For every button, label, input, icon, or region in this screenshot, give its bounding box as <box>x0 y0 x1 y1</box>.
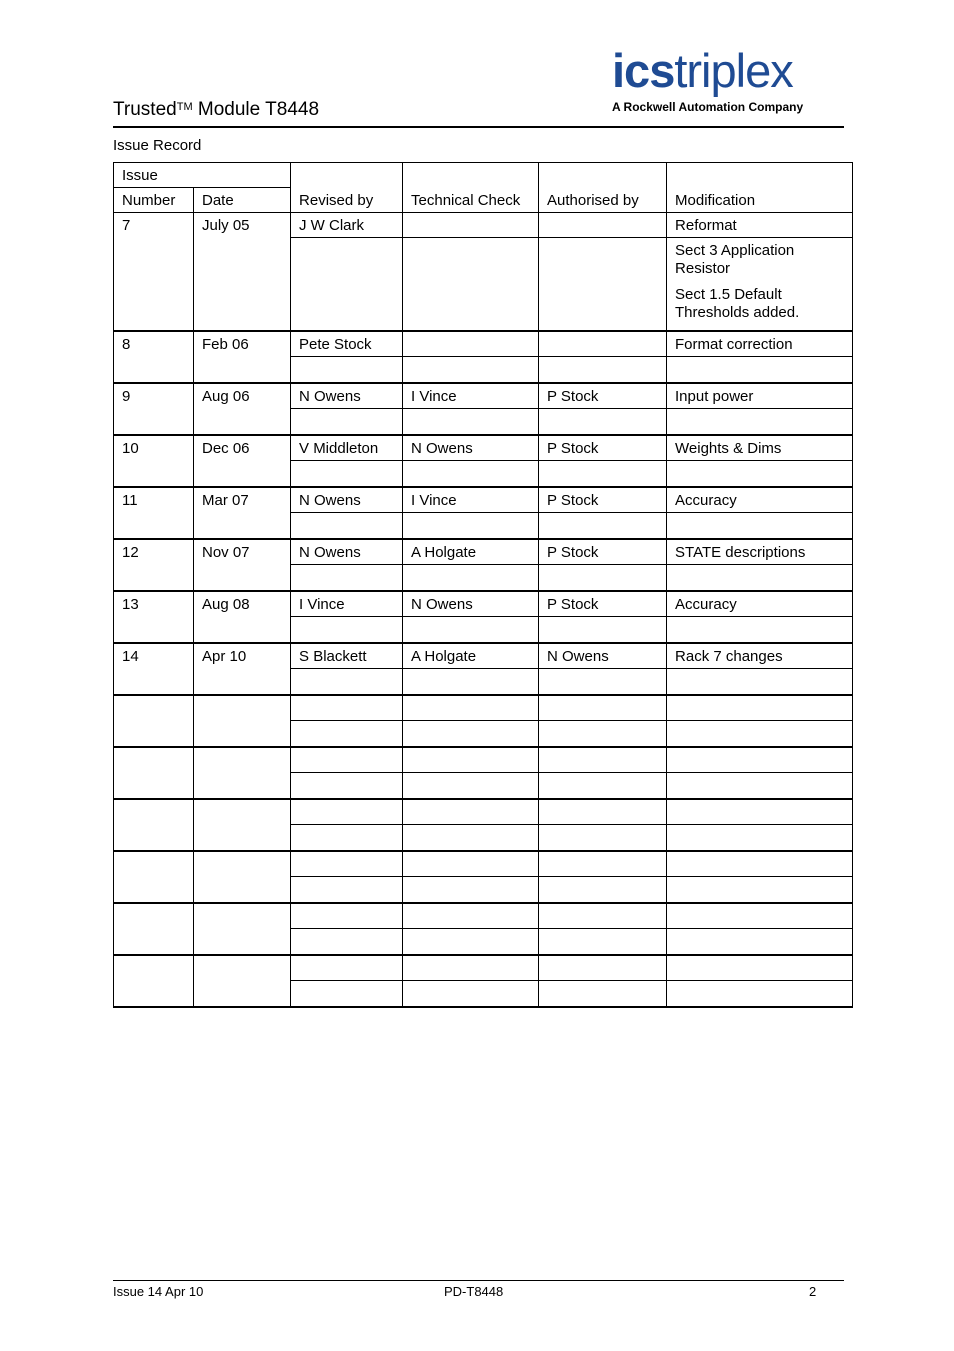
table-row <box>114 331 853 356</box>
table-row <box>114 213 853 238</box>
technical-check-cell: N Owens <box>403 591 539 616</box>
modification-cell: STATE descriptions <box>667 539 853 564</box>
modification-cell <box>667 876 853 903</box>
technical-check-cell <box>403 238 539 332</box>
technical-check-cell <box>403 213 539 238</box>
authorised-by-cell <box>539 747 667 772</box>
revised-by-cell <box>291 980 403 1007</box>
revised-by-cell: Pete Stock <box>291 331 403 356</box>
authorised-by-cell <box>539 668 667 695</box>
revised-by-cell <box>291 851 403 876</box>
table-row <box>114 747 853 772</box>
column-header-authorised: Authorised by <box>539 188 667 213</box>
issue-date-cell <box>194 747 291 799</box>
technical-check-cell <box>403 460 539 487</box>
issue-number-cell: 7 <box>114 213 194 332</box>
technical-check-cell <box>403 876 539 903</box>
authorised-by-cell <box>539 851 667 876</box>
technical-check-cell <box>403 955 539 980</box>
modification-cell <box>667 668 853 695</box>
title-module: Module T8448 <box>192 99 320 120</box>
technical-check-cell <box>403 928 539 955</box>
table-row <box>114 591 853 616</box>
technical-check-cell <box>403 668 539 695</box>
revised-by-cell <box>291 772 403 799</box>
modification-cell: Accuracy <box>667 487 853 512</box>
authorised-by-cell: N Owens <box>539 643 667 668</box>
modification-cell: Reformat <box>667 213 853 238</box>
column-header-modification: Modification <box>667 188 853 213</box>
modification-cell <box>667 955 853 980</box>
issue-date-cell <box>194 695 291 747</box>
modification-cell <box>667 928 853 955</box>
authorised-by-cell <box>539 356 667 383</box>
technical-check-cell <box>403 747 539 772</box>
title-trusted: Trusted <box>113 99 177 120</box>
issue-date-cell: Dec 06 <box>194 435 291 487</box>
table-row <box>114 851 853 876</box>
revised-by-cell <box>291 720 403 747</box>
technical-check-cell: A Holgate <box>403 643 539 668</box>
revised-by-cell <box>291 747 403 772</box>
modification-cell <box>667 356 853 383</box>
authorised-by-cell <box>539 928 667 955</box>
authorised-by-cell <box>539 331 667 356</box>
authorised-by-cell: P Stock <box>539 539 667 564</box>
revised-by-cell <box>291 564 403 591</box>
issue-number-cell: 12 <box>114 539 194 591</box>
authorised-by-cell <box>539 955 667 980</box>
technical-check-cell <box>403 331 539 356</box>
authorised-by-cell <box>539 903 667 928</box>
ics-triplex-logo <box>612 46 844 114</box>
table-row <box>114 435 853 460</box>
table-row <box>114 955 853 980</box>
authorised-by-cell <box>539 876 667 903</box>
technical-check-cell <box>403 695 539 720</box>
modification-cell <box>667 512 853 539</box>
footer-divider <box>113 1280 844 1281</box>
revised-by-cell: I Vince <box>291 591 403 616</box>
section-title: Issue Record <box>113 137 202 154</box>
revised-by-cell: N Owens <box>291 383 403 408</box>
header-divider <box>113 126 844 128</box>
revised-by-cell: N Owens <box>291 487 403 512</box>
issue-date-cell: Apr 10 <box>194 643 291 695</box>
modification-line: Sect 3 Application Resistor <box>675 242 795 277</box>
column-header-revised: Revised by <box>291 188 403 213</box>
authorised-by-cell <box>539 799 667 824</box>
column-header-date: Date <box>194 188 291 213</box>
table-row <box>114 903 853 928</box>
issue-group-header: Issue <box>114 163 291 188</box>
table-column-header-row <box>114 188 853 213</box>
issue-number-cell <box>114 695 194 747</box>
revised-by-cell <box>291 695 403 720</box>
technical-check-cell <box>403 851 539 876</box>
column-header-technical: Technical Check <box>403 188 539 213</box>
revised-by-cell <box>291 876 403 903</box>
footer-page-number: 2 <box>809 1284 817 1299</box>
issue-date-cell: July 05 <box>194 213 291 332</box>
technical-check-cell <box>403 408 539 435</box>
issue-number-cell: 9 <box>114 383 194 435</box>
authorised-by-cell <box>539 720 667 747</box>
technical-check-cell <box>403 799 539 824</box>
issue-date-cell: Aug 06 <box>194 383 291 435</box>
technical-check-cell: A Holgate <box>403 539 539 564</box>
authorised-by-cell <box>539 772 667 799</box>
table-row <box>114 643 853 668</box>
modification-cell <box>667 903 853 928</box>
authorised-by-cell <box>539 408 667 435</box>
authorised-by-cell <box>539 980 667 1007</box>
issue-number-cell: 8 <box>114 331 194 383</box>
footer-doc-id: PD-T8448 <box>444 1284 504 1299</box>
technical-check-cell: I Vince <box>403 487 539 512</box>
technical-check-cell <box>403 824 539 851</box>
technical-check-cell <box>403 720 539 747</box>
issue-date-cell: Aug 08 <box>194 591 291 643</box>
issue-number-cell <box>114 851 194 903</box>
authorised-by-cell <box>539 824 667 851</box>
issue-number-cell <box>114 903 194 955</box>
technical-check-cell: I Vince <box>403 383 539 408</box>
logo-wordmark: icstriplex <box>612 44 793 97</box>
modification-cell: Weights & Dims <box>667 435 853 460</box>
authorised-by-cell <box>539 564 667 591</box>
issue-record-table <box>113 162 853 1008</box>
modification-cell <box>667 238 853 332</box>
modification-cell <box>667 980 853 1007</box>
technical-check-cell <box>403 356 539 383</box>
issue-number-cell <box>114 955 194 1007</box>
authorised-by-cell: P Stock <box>539 435 667 460</box>
revised-by-cell <box>291 356 403 383</box>
modification-cell: Accuracy <box>667 591 853 616</box>
authorised-by-cell: P Stock <box>539 591 667 616</box>
table-group-header-row <box>114 163 853 188</box>
issue-number-cell <box>114 747 194 799</box>
revised-by-cell <box>291 460 403 487</box>
technical-check-cell <box>403 980 539 1007</box>
authorised-by-cell <box>539 512 667 539</box>
issue-number-cell <box>114 799 194 851</box>
technical-check-cell: N Owens <box>403 435 539 460</box>
authorised-by-cell <box>539 616 667 643</box>
table-row <box>114 539 853 564</box>
table-row <box>114 695 853 720</box>
issue-number-cell: 14 <box>114 643 194 695</box>
modification-cell <box>667 695 853 720</box>
revised-by-cell: S Blackett <box>291 643 403 668</box>
modification-cell: Rack 7 changes <box>667 643 853 668</box>
revised-by-cell <box>291 799 403 824</box>
authorised-by-cell: P Stock <box>539 383 667 408</box>
issue-date-cell: Mar 07 <box>194 487 291 539</box>
issue-number-cell: 13 <box>114 591 194 643</box>
trademark-sup: TM <box>176 101 193 113</box>
authorised-by-cell <box>539 213 667 238</box>
issue-date-cell <box>194 903 291 955</box>
issue-date-cell <box>194 955 291 1007</box>
modification-cell <box>667 772 853 799</box>
authorised-by-cell <box>539 695 667 720</box>
revised-by-cell <box>291 238 403 332</box>
revised-by-cell <box>291 824 403 851</box>
authorised-by-cell <box>539 460 667 487</box>
modification-cell: Input power <box>667 383 853 408</box>
technical-check-cell <box>403 564 539 591</box>
authorised-by-cell <box>539 238 667 332</box>
table-row <box>114 487 853 512</box>
revised-by-cell: N Owens <box>291 539 403 564</box>
issue-date-cell <box>194 851 291 903</box>
modification-cell <box>667 799 853 824</box>
revised-by-cell <box>291 512 403 539</box>
footer-issue: Issue 14 Apr 10 <box>113 1284 204 1299</box>
revised-by-cell <box>291 616 403 643</box>
technical-check-cell <box>403 772 539 799</box>
issue-date-cell <box>194 799 291 851</box>
modification-cell <box>667 720 853 747</box>
revised-by-cell: J W Clark <box>291 213 403 238</box>
issue-table-body <box>114 163 853 1008</box>
table-row <box>114 799 853 824</box>
modification-cell <box>667 564 853 591</box>
revised-by-cell <box>291 903 403 928</box>
technical-check-cell <box>403 512 539 539</box>
modification-line: Sect 1.5 Default Thresholds added. <box>675 286 800 321</box>
logo-tagline: A Rockwell Automation Company <box>612 100 804 114</box>
issue-number-cell: 10 <box>114 435 194 487</box>
technical-check-cell <box>403 903 539 928</box>
revised-by-cell <box>291 928 403 955</box>
modification-cell <box>667 460 853 487</box>
authorised-by-cell: P Stock <box>539 487 667 512</box>
modification-cell <box>667 408 853 435</box>
technical-check-cell <box>403 616 539 643</box>
modification-cell <box>667 824 853 851</box>
revised-by-cell <box>291 955 403 980</box>
modification-cell: Format correction <box>667 331 853 356</box>
modification-cell <box>667 616 853 643</box>
revised-by-cell <box>291 668 403 695</box>
issue-date-cell: Feb 06 <box>194 331 291 383</box>
modification-cell <box>667 747 853 772</box>
issue-date-cell: Nov 07 <box>194 539 291 591</box>
column-header-number: Number <box>114 188 194 213</box>
issue-number-cell: 11 <box>114 487 194 539</box>
revised-by-cell: V Middleton <box>291 435 403 460</box>
table-row <box>114 383 853 408</box>
document-title <box>113 98 319 122</box>
modification-cell <box>667 851 853 876</box>
revised-by-cell <box>291 408 403 435</box>
